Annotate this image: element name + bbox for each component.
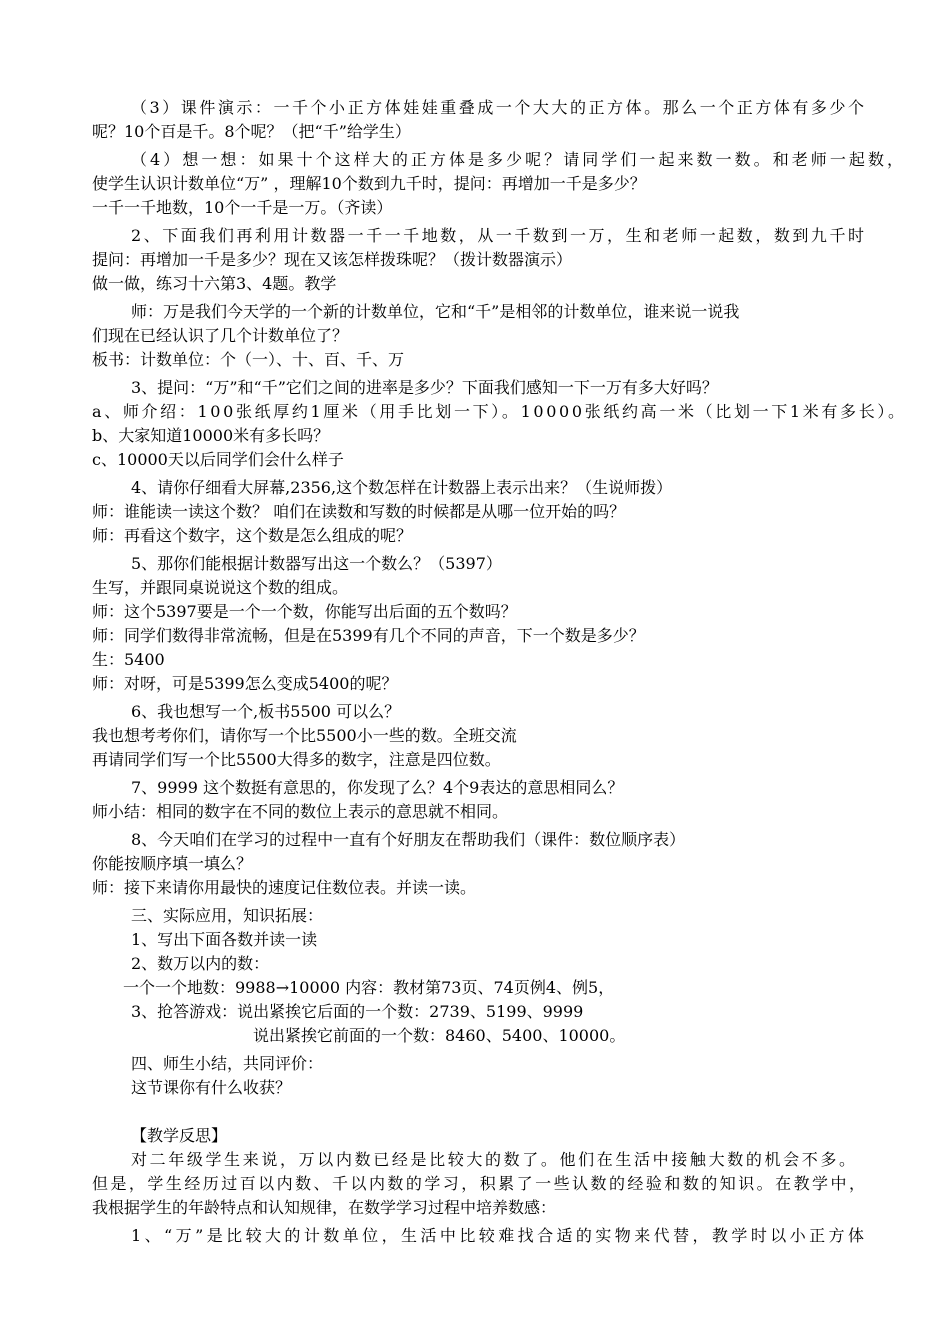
text-line: 4、请你仔细看大屏幕,2356,这个数怎样在计数器上表示出来？（生说师拨） — [131, 478, 673, 497]
text-line: 呢？10个百是千。8个呢？（把“千”给学生） — [92, 122, 411, 141]
text-line: 3、抢答游戏：说出紧挨它后面的一个数：2739、5199、9999 — [131, 1002, 584, 1021]
text-line: 这节课你有什么收获？ — [131, 1078, 292, 1097]
text-line: 师：再看这个数字，这个数是怎么组成的呢？ — [92, 526, 413, 545]
text-line: 我根据学生的年龄特点和认知规律，在数学学习过程中培养数感： — [92, 1198, 557, 1217]
text-line: （3）课件演示：一千个小正方体娃娃重叠成一个大大的正方体。那么一个正方体有多少个 — [131, 98, 867, 117]
text-line: 但是，学生经历过百以内数、千以内数的学习，积累了一些认数的经验和数的知识。在教学中， — [92, 1174, 868, 1193]
text-line: 【教学反思】 — [131, 1126, 228, 1145]
text-line: 我也想考考你们，请你写一个比5500小一些的数。全班交流 — [92, 726, 517, 745]
text-line: 2、数万以内的数： — [131, 954, 270, 973]
text-line: 2、下面我们再利用计数器一千一千地数，从一千数到一万，生和老师一起数，数到九千时 — [131, 226, 867, 245]
text-line: 三、实际应用，知识拓展： — [131, 906, 324, 925]
text-line: 做一做，练习十六第3、4题。教学 — [92, 274, 337, 293]
text-line: 使学生认识计数单位“万” ，理解10个数到九千时，提问：再增加一千是多少？ — [92, 174, 646, 193]
text-line: c、10000天以后同学们会什么样子 — [92, 450, 344, 469]
text-line: b、大家知道10000米有多长吗？ — [92, 426, 330, 445]
text-line: 1、写出下面各数并读一读 — [131, 930, 318, 949]
text-line: 师：接下来请你用最快的速度记住数位表。并读一读。 — [92, 878, 477, 897]
text-line: a、师介绍：100张纸厚约1厘米（用手比划一下）。10000张纸约高一米（比划一下1米有多长）。 — [92, 402, 907, 421]
text-line: （4）想一想：如果十个这样大的正方体是多少呢？请同学们一起来数一数。和老师一起数， — [131, 150, 907, 169]
text-line: 师小结：相同的数字在不同的数位上表示的意思就不相同。 — [92, 802, 509, 821]
text-line: 8、今天咱们在学习的过程中一直有个好朋友在帮助我们（课件：数位顺序表） — [131, 830, 686, 849]
text-line: 5、那你们能根据计数器写出这一个数么？（5397） — [131, 554, 502, 573]
text-line: 生写，并跟同桌说说这个数的组成。 — [92, 578, 349, 597]
text-line: 生：5400 — [92, 650, 165, 669]
text-line: 说出紧挨它前面的一个数：8460、5400、10000。 — [253, 1026, 626, 1045]
text-line: 师：这个5397要是一个一个数，你能写出后面的五个数吗？ — [92, 602, 517, 621]
text-line: 一个一个地数：9988→10000 内容：教材第73页、74页例4、例5， — [123, 978, 615, 997]
text-line: 师：对呀，可是5399怎么变成5400的呢？ — [92, 674, 398, 693]
text-line: 1、“万”是比较大的计数单位，生活中比较难找合适的实物来代替，教学时以小正方体 — [131, 1226, 868, 1245]
text-line: 板书：计数单位：个（一）、十、百、千、万 — [92, 350, 405, 369]
text-line: 3、提问：“万”和“千”它们之间的进率是多少？下面我们感知一下一万有多大好吗？ — [131, 378, 718, 397]
text-line: 师：万是我们今天学的一个新的计数单位，它和“千”是相邻的计数单位，谁来说一说我 — [131, 302, 740, 321]
text-line: 提问：再增加一千是多少？现在又该怎样拨珠呢？（拨计数器演示） — [92, 250, 573, 269]
text-line: 6、我也想写一个,板书5500 可以么？ — [131, 702, 401, 721]
text-line: 对二年级学生来说，万以内数已经是比较大的数了。他们在生活中接触大数的机会不多。 — [131, 1150, 858, 1169]
text-line: 师：谁能读一读这个数？ 咱们在读数和写数的时候都是从哪一位开始的吗？ — [92, 502, 626, 521]
text-line: 师：同学们数得非常流畅，但是在5399有几个不同的声音，下一个数是多少？ — [92, 626, 645, 645]
text-line: 四、师生小结，共同评价： — [131, 1054, 324, 1073]
text-line: 一千一千地数，10个一千是一万。（齐读） — [92, 198, 393, 217]
text-line: 7、9999 这个数挺有意思的，你发现了么？4个9表达的意思相同么？ — [131, 778, 624, 797]
text-line: 们现在已经认识了几个计数单位了？ — [92, 326, 349, 345]
text-line: 再请同学们写一个比5500大得多的数字，注意是四位数。 — [92, 750, 501, 769]
text-line: 你能按顺序填一填么？ — [92, 854, 253, 873]
